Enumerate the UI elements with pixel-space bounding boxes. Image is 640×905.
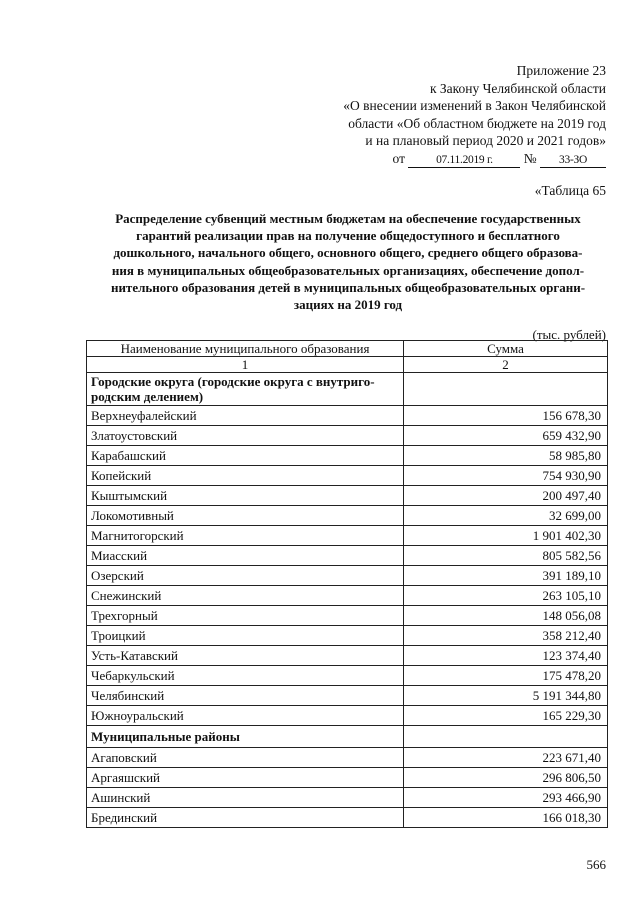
appendix-header xyxy=(276,62,606,168)
municipality-name: Южноуральский xyxy=(87,706,404,726)
subsidy-amount: 293 466,90 xyxy=(404,788,608,808)
title-line: нительного образования детей в муниципальных общеобразовательных органи- xyxy=(110,279,586,295)
title-line: дошкольного, начального общего, основного общего, среднего общего образова- xyxy=(113,245,583,261)
law-date: 07.11.2019 г. xyxy=(408,154,520,168)
section-value-empty xyxy=(404,726,608,748)
column-number: 1 xyxy=(87,357,404,373)
subsidy-amount: 391 189,10 xyxy=(404,566,608,586)
section-value-empty xyxy=(404,373,608,406)
municipality-name: Брединский xyxy=(87,808,404,828)
municipality-name: Аргаяшский xyxy=(87,768,404,788)
municipality-name: Локомотивный xyxy=(87,506,404,526)
subsidy-table xyxy=(86,340,608,828)
date-prefix: от xyxy=(392,150,405,166)
subsidy-amount: 32 699,00 xyxy=(404,506,608,526)
municipality-name: Усть-Катавский xyxy=(87,646,404,666)
municipality-name: Челябинский xyxy=(87,686,404,706)
section-title xyxy=(87,373,404,406)
table-row xyxy=(87,788,608,808)
header-line: Приложение 23 xyxy=(516,63,606,78)
header-line: к Закону Челябинской области xyxy=(429,80,606,96)
table-row xyxy=(87,686,608,706)
subsidy-amount: 5 191 344,80 xyxy=(404,686,608,706)
subsidy-amount: 1 901 402,30 xyxy=(404,526,608,546)
table-row xyxy=(87,486,608,506)
table-row xyxy=(87,426,608,446)
section-row-municipal-districts xyxy=(87,726,608,748)
table-reference: «Таблица 65 xyxy=(534,183,606,198)
document-title xyxy=(88,210,608,313)
table-row xyxy=(87,666,608,686)
table-row xyxy=(87,506,608,526)
municipality-name: Миасский xyxy=(87,546,404,566)
section-title-line: родским делением) xyxy=(91,389,204,404)
table-row xyxy=(87,748,608,768)
table-body xyxy=(87,357,608,828)
section-title-line: Городские округа (городские округа с внутриго- xyxy=(91,374,375,389)
law-date-line xyxy=(276,150,606,168)
number-prefix: № xyxy=(523,150,537,166)
subsidy-amount: 659 432,90 xyxy=(404,426,608,446)
subsidy-amount: 148 056,08 xyxy=(404,606,608,626)
table-row xyxy=(87,706,608,726)
municipality-name: Магнитогорский xyxy=(87,526,404,546)
municipality-name: Чебаркульский xyxy=(87,666,404,686)
subsidy-amount: 754 930,90 xyxy=(404,466,608,486)
subsidy-amount: 263 105,10 xyxy=(404,586,608,606)
municipality-name: Агаповский xyxy=(87,748,404,768)
subsidy-amount: 156 678,30 xyxy=(404,406,608,426)
table-row xyxy=(87,586,608,606)
units-note: (тыс. рублей) xyxy=(532,327,606,342)
table-row xyxy=(87,606,608,626)
column-header-name: Наименование муниципального образования xyxy=(87,341,404,357)
title-line: гарантий реализации прав на получение общедоступного и бесплатного xyxy=(136,228,560,244)
subsidy-amount: 358 212,40 xyxy=(404,626,608,646)
table-row xyxy=(87,626,608,646)
table-row xyxy=(87,406,608,426)
column-header-sum: Сумма xyxy=(404,341,608,357)
table-row xyxy=(87,646,608,666)
table-row xyxy=(87,808,608,828)
subsidy-amount: 58 985,80 xyxy=(404,446,608,466)
subsidy-amount: 165 229,30 xyxy=(404,706,608,726)
municipality-name: Троицкий xyxy=(87,626,404,646)
subsidy-amount: 223 671,40 xyxy=(404,748,608,768)
municipality-name: Ашинский xyxy=(87,788,404,808)
table-header-row xyxy=(87,341,608,357)
table-row xyxy=(87,768,608,788)
title-line: ния в муниципальных общеобразовательных организациях, обеспечение допол- xyxy=(111,262,585,278)
table-row xyxy=(87,526,608,546)
table-row xyxy=(87,566,608,586)
table-row xyxy=(87,446,608,466)
municipality-name: Верхнеуфалейский xyxy=(87,406,404,426)
subsidy-amount: 123 374,40 xyxy=(404,646,608,666)
section-row-urban-districts xyxy=(87,373,608,406)
municipality-name: Копейский xyxy=(87,466,404,486)
title-line: Распределение субвенций местным бюджетам на обеспечение государственных xyxy=(115,211,581,226)
section-title: Муниципальные районы xyxy=(87,726,404,748)
header-line: «О внесении изменений в Закон Челябинской xyxy=(343,98,606,113)
table-row xyxy=(87,466,608,486)
subsidy-amount: 805 582,56 xyxy=(404,546,608,566)
column-number: 2 xyxy=(404,357,608,373)
table-row xyxy=(87,546,608,566)
subsidy-amount: 175 478,20 xyxy=(404,666,608,686)
subsidy-amount: 200 497,40 xyxy=(404,486,608,506)
municipality-name: Трехгорный xyxy=(87,606,404,626)
law-number: 33-ЗО xyxy=(540,154,606,168)
column-number-row xyxy=(87,357,608,373)
subsidy-amount: 296 806,50 xyxy=(404,768,608,788)
header-line: области «Об областном бюджете на 2019 год xyxy=(348,115,606,131)
municipality-name: Снежинский xyxy=(87,586,404,606)
subsidy-amount: 166 018,30 xyxy=(404,808,608,828)
page-number: 566 xyxy=(586,857,606,872)
municipality-name: Озерский xyxy=(87,566,404,586)
municipality-name: Карабашский xyxy=(87,446,404,466)
municipality-name: Кыштымский xyxy=(87,486,404,506)
header-line: и на плановый период 2020 и 2021 годов» xyxy=(365,133,606,148)
municipality-name: Златоустовский xyxy=(87,426,404,446)
title-line: зациях на 2019 год xyxy=(293,297,403,313)
